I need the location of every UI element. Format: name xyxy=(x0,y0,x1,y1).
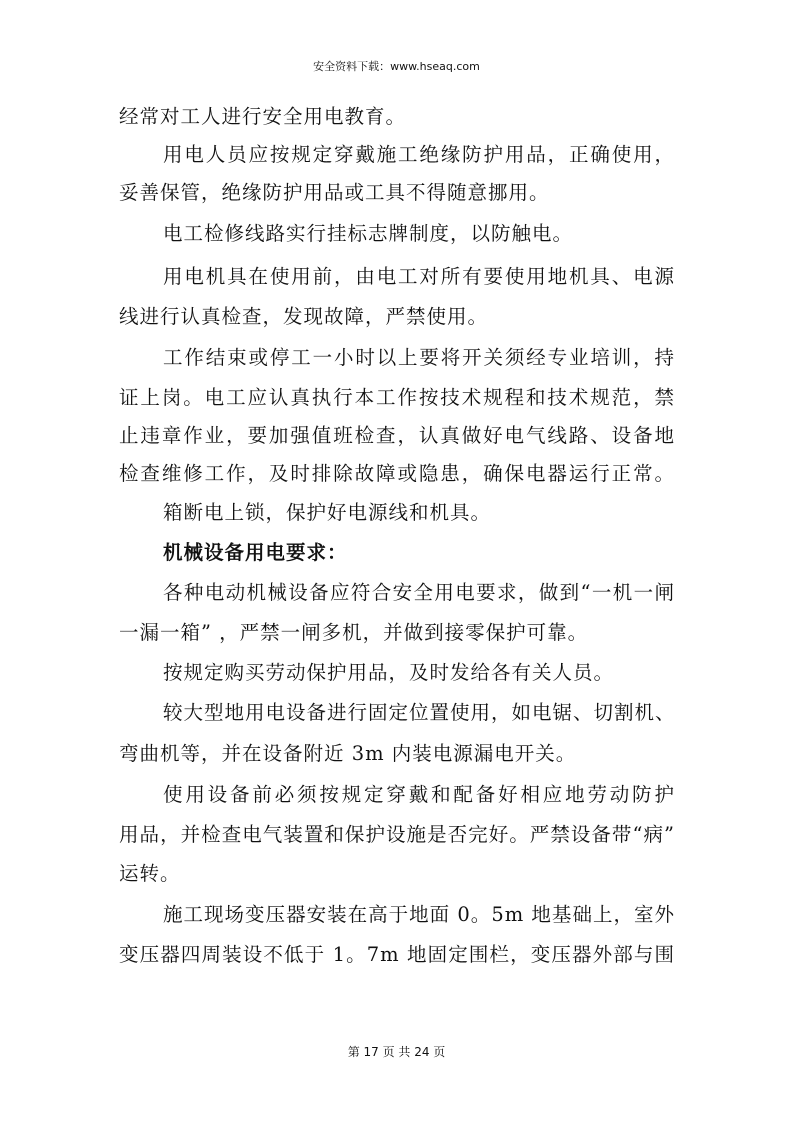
text-line: 用品，并检查电气装置和保护设施是否完好。严禁设备带“病” xyxy=(119,823,675,847)
text-line: 弯曲机等，并在设备附近 3m 内装电源漏电开关。 xyxy=(119,741,577,765)
text-line: 用电人员应按规定穿戴施工绝缘防护用品，正确使用， xyxy=(163,143,675,166)
text-line: 各种电动机械设备应符合安全用电要求，做到“一机一闸 xyxy=(163,580,675,604)
text-line: 施工现场变压器安装在高于地面 0。5m 地基础上，室外 xyxy=(163,903,675,926)
text-line: 一漏一箱” ，严禁一闸多机，并做到接零保护可靠。 xyxy=(119,620,589,644)
text-line: 止违章作业，要加强值班检查，认真做好电气线路、设备地 xyxy=(119,424,675,448)
page-header: 安全资料下载：www.hseaq.com xyxy=(313,60,480,73)
document-body xyxy=(119,98,675,974)
text-line: 箱断电上锁，保护好电源线和机具。 xyxy=(163,501,492,525)
text-line: 用电机具在使用前，由电工对所有要使用地机具、电源 xyxy=(163,264,675,288)
text-line: 检查维修工作，及时排除故障或隐患，确保电器运行正常。 xyxy=(119,462,675,486)
text-line: 变压器四周装设不低于 1。7m 地固定围栏，变压器外部与围 xyxy=(119,942,675,966)
text-line: 工作结束或停工一小时以上要将开关须经专业培训，持 xyxy=(163,346,675,370)
text-line: 按规定购买劳动保护用品，及时发给各有关人员。 xyxy=(163,660,615,684)
text-line: 证上岗。电工应认真执行本工作按技术规程和技术规范，禁 xyxy=(119,386,675,410)
text-line: 经常对工人进行安全用电教育。 xyxy=(119,105,407,128)
text-line: 运转。 xyxy=(119,862,181,886)
text-line: 电工检修线路实行挂标志牌制度，以防触电。 xyxy=(163,222,574,245)
page-footer: 第 17 页 共 24 页 xyxy=(347,1045,446,1059)
text-line: 较大型地用电设备进行固定位置使用，如电锯、切割机、 xyxy=(163,700,676,724)
text-line: 使用设备前必须按规定穿戴和配备好相应地劳动防护 xyxy=(163,783,675,807)
section-heading: 机械设备用电要求： xyxy=(163,541,348,565)
text-line: 线进行认真检查，发现故障，严禁使用。 xyxy=(119,305,489,329)
text-line: 妥善保管，绝缘防护用品或工具不得随意挪用。 xyxy=(119,181,550,204)
